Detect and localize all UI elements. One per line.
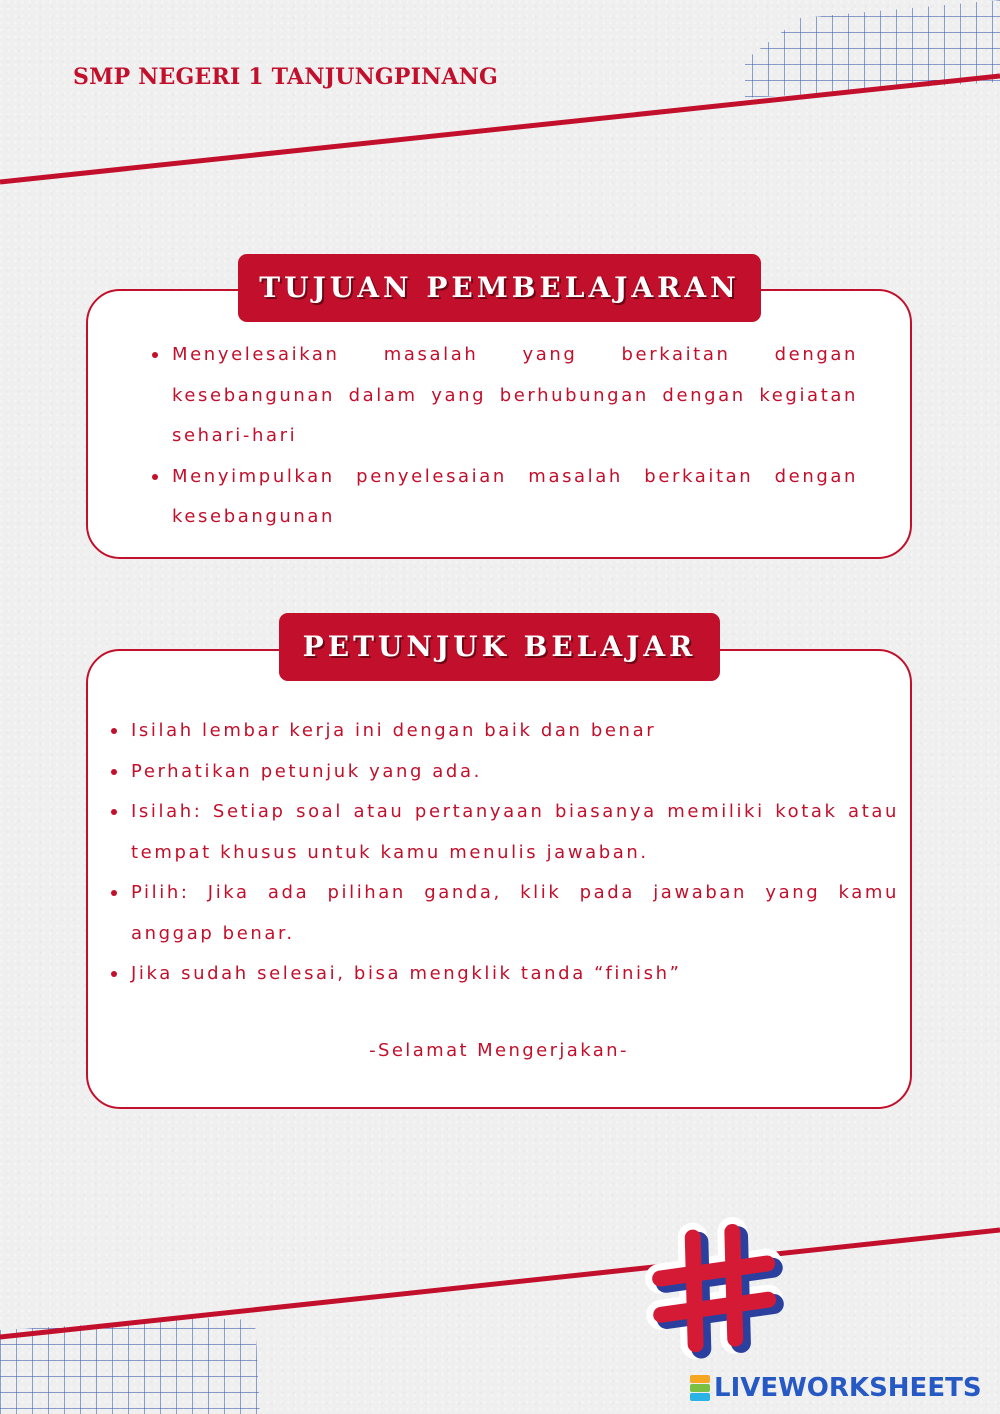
grid-decoration-top [745, 0, 1000, 98]
objectives-list [152, 335, 858, 538]
hashtag-icon [640, 1213, 790, 1363]
instructions-list [111, 711, 899, 995]
liveworksheets-logo-icon [690, 1375, 710, 1401]
bottom-diagonal-line [0, 1230, 1000, 1337]
objective-item: Menyelesaikan masalah yang berkaitan dengan kesebangunan dalam yang berhubungan dengan kegiatan sehari-hari [152, 335, 858, 457]
objective-item: Menyimpulkan penyelesaian masalah berkaitan dengan kesebangunan [152, 457, 858, 538]
top-diagonal-line [0, 76, 1000, 182]
closing-message: -Selamat Mengerjakan- [369, 1040, 629, 1061]
instruction-item: Pilih: Jika ada pilihan ganda, klik pada jawaban yang kamu anggap benar. [111, 873, 899, 954]
instruction-item: Perhatikan petunjuk yang ada. [111, 752, 899, 793]
instruction-item: Isilah lembar kerja ini dengan baik dan benar [111, 711, 899, 752]
brand-name: LIVEWORKSHEETS [714, 1373, 982, 1403]
instructions-title: PETUNJUK BELAJAR [279, 613, 720, 681]
instruction-item: Jika sudah selesai, bisa mengklik tanda “finish” [111, 954, 899, 995]
liveworksheets-brand [690, 1373, 982, 1403]
school-name: SMP NEGERI 1 TANJUNGPINANG [73, 64, 499, 90]
objectives-title: TUJUAN PEMBELAJARAN [238, 254, 761, 322]
instruction-item: Isilah: Setiap soal atau pertanyaan biasanya memiliki kotak atau tempat khusus untuk kamu menulis jawaban. [111, 792, 899, 873]
